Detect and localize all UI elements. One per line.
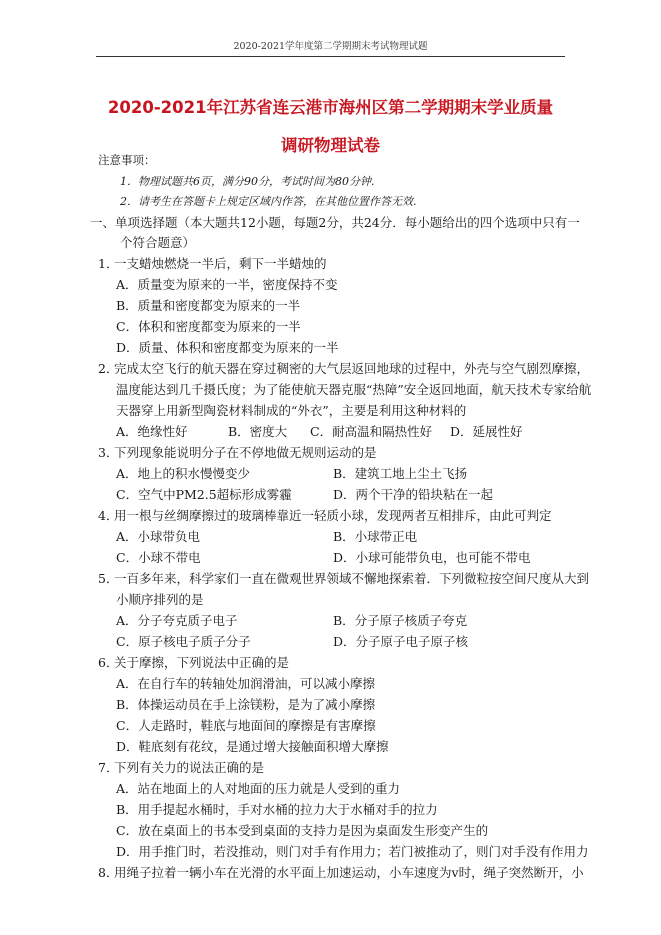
option: A．地上的积水慢慢变少 [116,466,251,481]
option: C．人走路时，鞋底与地面间的摩擦是有害摩擦 [116,718,376,733]
question-number: 5． [98,571,119,586]
option: A．小球带负电 [116,529,201,544]
question-4 [98,506,552,524]
option: C．空气中PM2.5超标形成雾霾 [116,487,292,502]
running-header: 2020-2021学年度第二学期期末考试物理试题 [233,41,428,52]
question-number: 2． [98,361,119,376]
question-6 [98,653,289,671]
section-heading: 一、单项选择题（本大题共12小题，每题2分，共24分．每小题给出的四个选项中只有一 [90,215,580,230]
section-heading-cont: 个符合题意） [120,235,196,250]
option: A．分子夸克质子电子 [116,613,238,628]
page-title [0,94,661,160]
option: C．体积和密度都变为原来的一半 [116,319,301,334]
question-5 [98,569,589,587]
option: A．在自行车的转轴处加润滑油，可以减小摩擦 [116,676,376,691]
question-stem-cont: 小顺序排列的是 [116,592,204,607]
notice-label: 注意事项： [98,153,156,167]
option: C．耐高温和隔热性好 [310,424,433,439]
question-stem-cont: 天器穿上用新型陶瓷材料制成的“外衣”，主要是利用这种材料的 [116,403,467,418]
notice-item: 1．物理试题共6页，满分90分，考试时间为80分钟. [120,175,375,188]
option: B．建筑工地上尘土飞扬 [333,466,468,481]
question-stem: 用绳子拉着一辆小车在光滑的水平面上加速运动，小车速度为v时，绳子突然断开，小 [114,865,584,880]
question-stem: 一支蜡烛燃烧一半后，剩下一半蜡烛的 [114,256,327,271]
question-stem: 用一根与丝绸摩擦过的玻璃棒靠近一轻质小球，发现两者互相排斥，由此可判定 [114,508,552,523]
option: C．原子核电子质子分子 [116,634,251,649]
option: D．鞋底刻有花纹，是通过增大接触面积增大摩擦 [116,739,389,754]
option: D．用手推门时，若没推动，则门对手有作用力；若门被推动了，则门对手没有作用力 [116,844,589,859]
option: B．密度大 [228,424,288,439]
header-rule [96,56,565,57]
option: B．小球带正电 [333,529,418,544]
option: A．绝缘性好 [116,424,188,439]
question-7 [98,758,264,776]
option: D．质量、体积和密度都变为原来的一半 [116,340,339,355]
option: D．延展性好 [450,424,523,439]
question-number: 4． [98,508,119,523]
option: A．质量变为原来的一半，密度保持不变 [116,277,338,292]
question-stem-cont: 温度能达到几千摄氏度；为了能使航天器克服“热障”安全返回地面，航天技术专家给航 [116,382,592,397]
option: C．小球不带电 [116,550,201,565]
question-3 [98,443,377,461]
question-number: 6． [98,655,119,670]
question-stem: 完成太空飞行的航天器在穿过稠密的大气层返回地球的过程中，外壳与空气剧烈摩擦， [114,361,590,376]
question-number: 7． [98,760,119,775]
question-2 [98,359,589,377]
question-stem: 一百多年来，科学家们一直在微观世界领域不懈地探索着．下列微粒按空间尺度从大到 [114,571,590,586]
notice-item: 2．请考生在答题卡上规定区域内作答，在其他位置作答无效. [120,195,417,208]
question-stem: 下列现象能说明分子在不停地做无规则运动的是 [114,445,377,460]
question-number: 8． [98,865,119,880]
question-number: 1． [98,256,119,271]
option: A．站在地面上的人对地面的压力就是人受到的重力 [116,781,401,796]
title-line-1: 2020-2021年江苏省连云港市海州区第二学期期末学业质量 [107,98,554,117]
option: D．两个干净的铅块粘在一起 [333,487,494,502]
option: B．用手提起水桶时，手对水桶的拉力大于水桶对手的拉力 [116,802,438,817]
option: C．放在桌面上的书本受到桌面的支持力是因为桌面发生形变产生的 [116,823,489,838]
question-stem: 关于摩擦，下列说法中正确的是 [114,655,290,670]
option: B．分子原子核质子夸克 [333,613,468,628]
title-line-2: 调研物理试卷 [281,136,380,155]
question-8 [98,863,584,881]
option: B．质量和密度都变为原来的一半 [116,298,301,313]
option: B．体操运动员在手上涂镁粉，是为了减小摩擦 [116,697,376,712]
option: D．分子原子电子原子核 [333,634,469,649]
question-stem: 下列有关力的说法正确的是 [114,760,265,775]
question-1 [98,254,327,272]
option: D．小球可能带负电，也可能不带电 [333,550,531,565]
question-number: 3． [98,445,119,460]
